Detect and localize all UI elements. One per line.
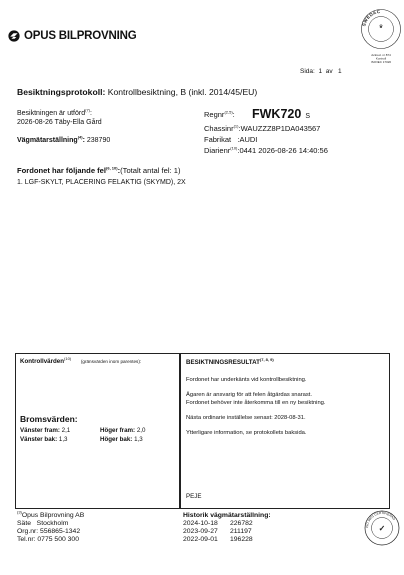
company-name: OPUS BILPROVNING <box>24 30 137 42</box>
journal-number: Diarienr$^{(10)}$:0441 2026-08-26 14:40:56 <box>204 145 328 155</box>
odometer-reading: Vägmätarställning$^{(4)}$: 238790 <box>17 134 111 144</box>
chassis-number: Chassinr$^{(1)}$:WAUZZZ8P1DA043567 <box>204 123 321 133</box>
control-values-box <box>15 353 180 509</box>
svg-text:♛: ♛ <box>378 24 384 30</box>
result-heading: BESIKTNINGSRESULTAT$^{(7, 8, 9)}$ <box>186 356 274 366</box>
brake-values-left: Vänster fram: 2,1 Vänster bak: 1,3 <box>20 427 71 443</box>
odometer-history-heading: Historik vägmätarställning: <box>183 512 271 519</box>
brake-values-right: Höger fram: 2,0 Höger bak: 1,3 <box>100 427 146 443</box>
history-row: 2023-09-27 211197 <box>183 528 252 535</box>
regnr-label: Regnr$^{(2,5)}$: <box>204 109 235 119</box>
faults-heading: Fordonet har följande fel$^{(6, 10)}$:(Totalt antal fel: 1) <box>17 165 181 175</box>
swedac-accreditation-seal <box>360 4 402 66</box>
svg-text:SWEDAC: SWEDAC <box>361 8 381 27</box>
footer-company-info: $^{(3)}$Opus Bilprovning AB Säte Stockholm Org.nr: 556865-1342 Tel.nr: 0775 500 300 <box>17 509 85 543</box>
history-row: 2022-09-01 196228 <box>183 536 253 543</box>
svg-text:Ackred. nr 874: Ackred. nr 874 <box>371 53 391 57</box>
odometer-history <box>183 512 271 544</box>
certification-badge-icon <box>364 510 400 546</box>
opus-logo-icon <box>8 30 20 42</box>
protocol-title: Besiktningsprotokoll: Kontrollbesiktning, B (inkl. 2014/45/EU) <box>17 87 258 97</box>
result-text: Fordonet har underkänts vid kontrollbesiktning. Ägaren är ansvarig för att felen åtgärdas snarast. Fordonet behöver inte återkomma till en ny besiktning. Nästa ordinarie inställelse senast: 2028-08-31. Ytterligare information, se protokollets baksida. <box>186 377 326 436</box>
history-row: 2024-10-18 226782 <box>183 520 253 527</box>
vehicle-make: Fabrikat :AUDI <box>204 135 258 144</box>
inspection-result-box <box>180 353 390 509</box>
inspection-performed: Besiktningen är utförd$^{(7)}$: 2026-08-26 Täby-Ella Gård <box>17 107 102 126</box>
svg-text:✓: ✓ <box>378 524 386 533</box>
page-number: Sida: 1 av 1 <box>300 68 342 75</box>
control-values-heading: Kontrollvärden$^{(10)}$ (gränsvärden inom parentes): <box>20 355 142 365</box>
fault-item: 1. LGF-SKYLT, PLACERING FELAKTIG (SKYMD), 2X <box>17 179 186 186</box>
registration-number: FWK720 S <box>252 107 310 121</box>
svg-text:ISO/IEC 17020: ISO/IEC 17020 <box>370 60 392 64</box>
svg-text:Kontroll: Kontroll <box>375 56 387 61</box>
inspector-signature: PEJE <box>186 493 202 500</box>
svg-text:ISO 9001 CERTIFIERAD: ISO 9001 CERTIFIERAD <box>364 510 397 529</box>
brakes-heading: Bromsvärden: <box>20 414 78 424</box>
